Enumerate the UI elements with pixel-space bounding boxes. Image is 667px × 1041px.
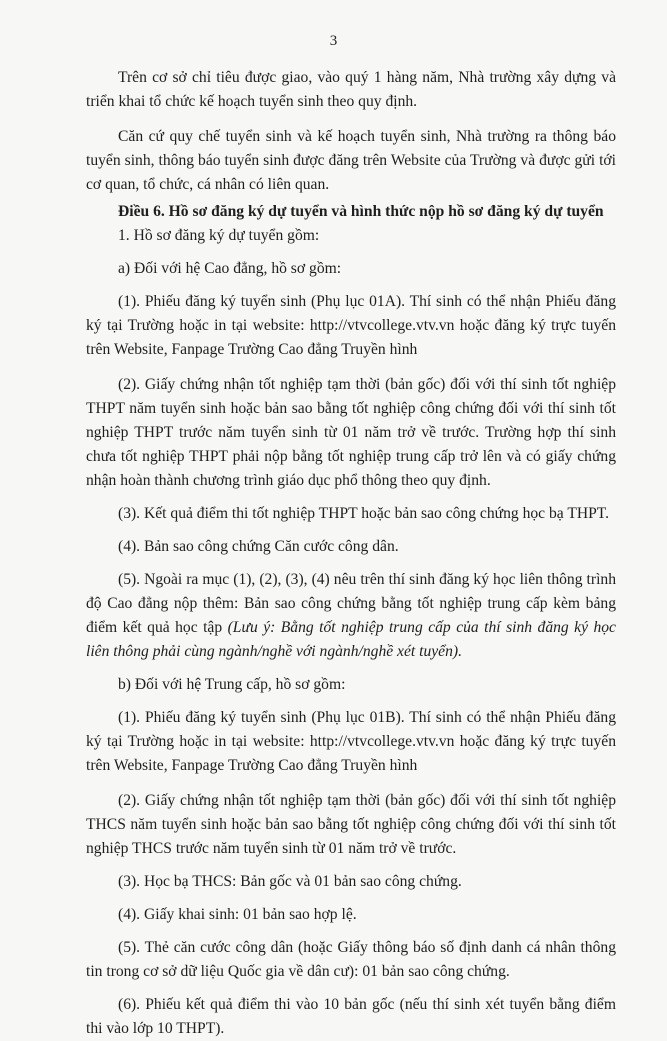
item-a5-note: (Lưu ý: Bằng tốt nghiệp trung cấp của thí sinh đăng ký học liên thông phải cùng ngành/nghề với ngành/nghề xét tuyển). bbox=[86, 619, 616, 660]
item-a4: (4). Bản sao công chứng Căn cước công dân. bbox=[118, 538, 399, 555]
subsection-a-title: a) Đối với hệ Cao đẳng, hồ sơ gồm: bbox=[118, 260, 342, 277]
document-body bbox=[86, 66, 616, 1041]
item-a1: (1). Phiếu đăng ký tuyển sinh (Phụ lục 01A). Thí sinh có thể nhận Phiếu đăng ký tại Trường hoặc in tại website: http://vtvcollege.vtv.vn hoặc đăng ký trực tuyến trên Website, Fanpage Trường Cao đẳng Truyền hình bbox=[86, 293, 616, 358]
item-b5: (5). Thẻ căn cước công dân (hoặc Giấy thông báo số định danh cá nhân thông tin trong cơ sở dữ liệu Quốc gia về dân cư): 01 bản sao công chứng. bbox=[86, 939, 616, 980]
item-a5 bbox=[86, 568, 616, 664]
item-a5-text: (5). Ngoài ra mục (1), (2), (3), (4) nêu trên thí sinh đăng ký học liên thông trình độ Cao đẳng nộp thêm: Bản sao công chứng bằng tốt nghiệp trung cấp kèm bảng điểm kết quả học tập bbox=[86, 571, 616, 636]
page-number: 3 bbox=[329, 33, 338, 49]
article-6-heading: Điều 6. Hồ sơ đăng ký dự tuyển và hình thức nộp hồ sơ đăng ký dự tuyển bbox=[118, 203, 604, 220]
item-a3: (3). Kết quả điểm thi tốt nghiệp THPT hoặc bản sao công chứng học bạ THPT. bbox=[118, 505, 610, 522]
paragraph-announcement: Căn cứ quy chế tuyển sinh và kế hoạch tuyển sinh, Nhà trường ra thông báo tuyển sinh, thông báo tuyển sinh được đăng trên Website của Trường và được gửi tới cơ quan, tổ chức, cá nhân có liên quan. bbox=[86, 128, 616, 193]
item-b2: (2). Giấy chứng nhận tốt nghiệp tạm thời (bản gốc) đối với thí sinh tốt nghiệp THCS năm tuyển sinh hoặc bản sao bằng tốt nghiệp công chứng đối với thí sinh tốt nghiệp THCS trước năm tuyển sinh từ 01 năm trở về trước. bbox=[86, 792, 616, 857]
item-b6: (6). Phiếu kết quả điểm thi vào 10 bản gốc (nếu thí sinh xét tuyển bằng điểm thi vào lớp 10 THPT). bbox=[86, 996, 616, 1037]
item-b4: (4). Giấy khai sinh: 01 bản sao hợp lệ. bbox=[118, 906, 357, 923]
item-b1: (1). Phiếu đăng ký tuyển sinh (Phụ lục 01B). Thí sinh có thể nhận Phiếu đăng ký tại Trường hoặc in tại website: http://vtvcollege.vtv.vn hoặc đăng ký trực tuyến trên Website, Fanpage Trường Cao đẳng Truyền hình bbox=[86, 709, 616, 774]
item-b3: (3). Học bạ THCS: Bản gốc và 01 bản sao công chứng. bbox=[118, 873, 462, 890]
paragraph-plan: Trên cơ sở chỉ tiêu được giao, vào quý 1 hàng năm, Nhà trường xây dựng và triển khai tổ chức kế hoạch tuyển sinh theo quy định. bbox=[86, 69, 616, 110]
section-1-title: 1. Hồ sơ đăng ký dự tuyển gồm: bbox=[118, 227, 320, 244]
item-a2: (2). Giấy chứng nhận tốt nghiệp tạm thời (bản gốc) đối với thí sinh tốt nghiệp THPT năm tuyển sinh hoặc bản sao bằng tốt nghiệp công chứng đối với thí sinh tốt nghiệp THPT trước năm tuyển sinh từ 01 năm trở về trước. Trường hợp thí sinh chưa tốt nghiệp THPT phải nộp bằng tốt nghiệp trung cấp trở lên và có giấy chứng nhận hoàn thành chương trình giáo dục phổ thông theo quy định. bbox=[86, 376, 616, 489]
subsection-b-title: b) Đối với hệ Trung cấp, hồ sơ gồm: bbox=[118, 676, 346, 693]
